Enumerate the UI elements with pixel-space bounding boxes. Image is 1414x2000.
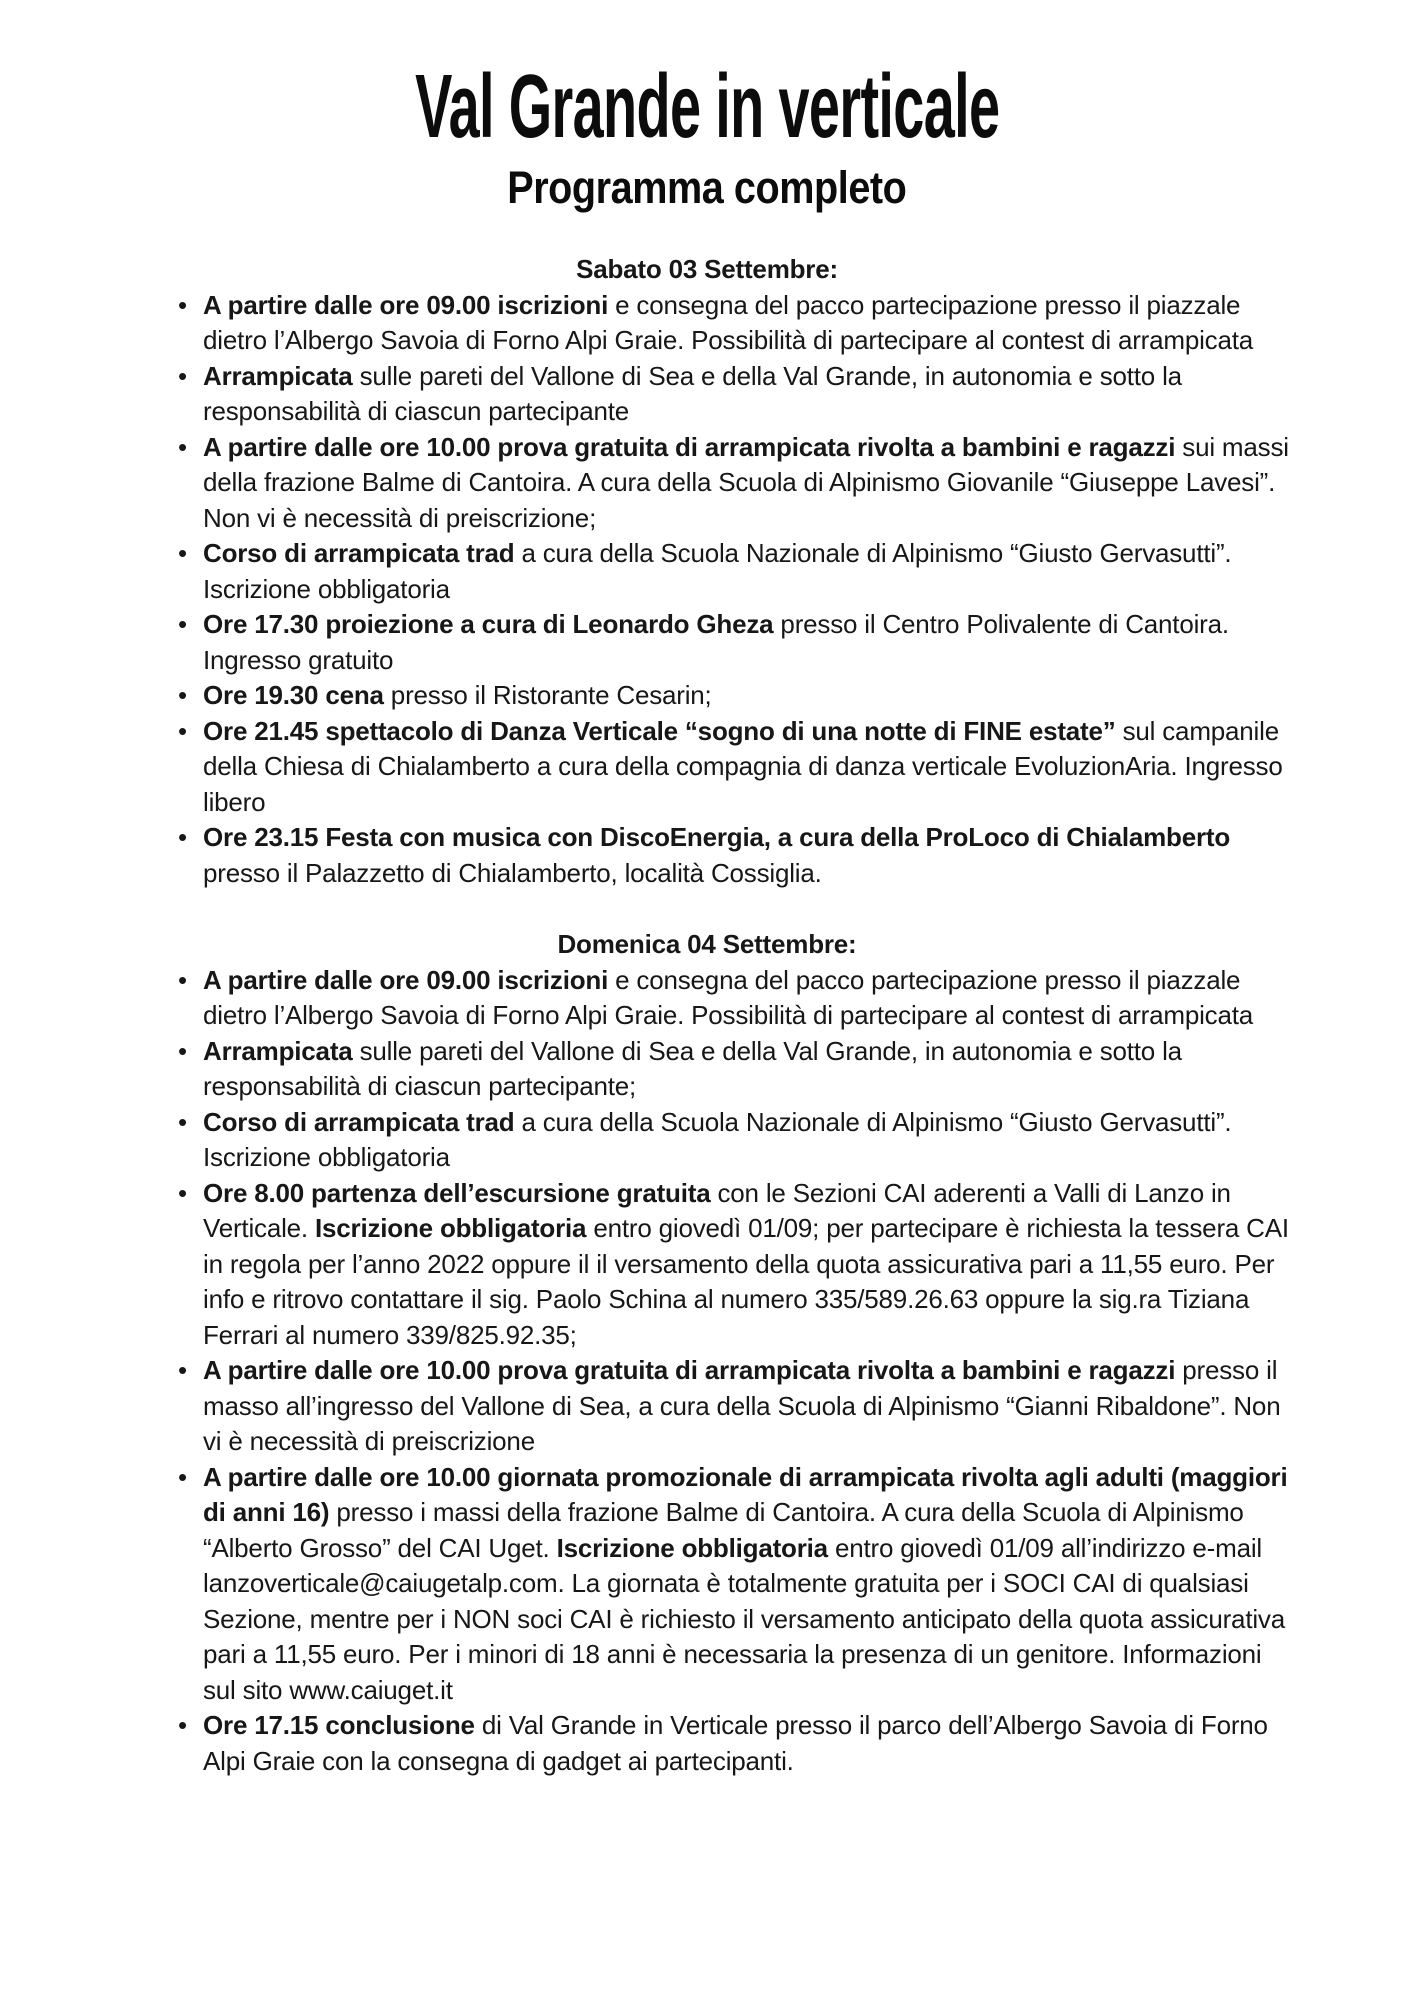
program-item xyxy=(203,1708,1290,1779)
item-body-text: entro giovedì 01/09 all’indirizzo e-mail lanzoverticale@caiugetalp.com. La giornata è totalmente gratuita per i SOCI CAI di qualsiasi Sezione, mentre per i NON soci CAI è richiesto il versamento anticipato della quota assicurativa pari a 11,55 euro. Per i minori di 18 anni è necessaria la presenza di un genitore. Informazioni sul sito www.caiuget.it xyxy=(203,1532,1285,1705)
item-body-text: entro giovedì 01/09; per partecipare è richiesta la tessera CAI in regola per l’anno 2022 oppure il il versamento della quota assicurativa pari a 11,55 euro. Per info e ritrovo contattare il sig. Paolo Schina al numero 335/589.26.63 oppure la sig.ra Tiziana Ferrari al numero 339/825.92.35; xyxy=(203,1213,1289,1350)
program-item xyxy=(203,678,1290,714)
program-item xyxy=(203,820,1290,891)
program-item xyxy=(203,430,1290,537)
item-lead-bold-text: Ore 17.15 conclusione xyxy=(203,1710,475,1740)
item-lead-bold-text: A partire dalle ore 10.00 prova gratuita di arrampicata rivolta a bambini e ragazzi xyxy=(203,431,1176,462)
item-lead-bold-text: A partire dalle ore 09.00 iscrizioni xyxy=(203,964,609,995)
item-body-text: sui massi della frazione Balme di Cantoira. A cura della Scuola di Alpinismo Giovanile “Giuseppe Lavesi”. Non vi è necessità di preiscrizione; xyxy=(203,431,1289,533)
program-item xyxy=(203,359,1290,430)
item-lead-bold-text: Ore 19.30 cena xyxy=(203,680,384,710)
item-lead-bold-text: Iscrizione obbligatoria xyxy=(314,1213,587,1243)
item-body-text: presso il Centro Polivalente di Cantoira. Ingresso gratuito xyxy=(203,609,1229,675)
program-item xyxy=(203,714,1290,821)
document-subtitle xyxy=(0,162,1414,213)
item-body-text: a cura della Scuola Nazionale di Alpinismo “Giusto Gervasutti”. Iscrizione obbligatoria xyxy=(203,1106,1232,1172)
item-lead-bold-text: Arrampicata xyxy=(203,1035,353,1066)
program-item xyxy=(203,607,1290,678)
item-lead-bold-text: Ore 21.45 spettacolo di Danza Verticale “sogno di una notte di FINE estate” xyxy=(203,715,1116,746)
program-item xyxy=(203,963,1290,1034)
document-subtitle-text: Programma completo xyxy=(507,162,907,213)
item-lead-bold-text: Corso di arrampicata trad xyxy=(203,538,515,568)
item-body-text: a cura della Scuola Nazionale di Alpinismo “Giusto Gervasutti”. Iscrizione obbligatoria xyxy=(203,538,1232,604)
item-body-text: presso i massi della frazione Balme di Cantoira. A cura della Scuola di Alpinismo “Alberto Grosso” del CAI Uget. xyxy=(203,1497,1244,1563)
item-lead-bold-text: Arrampicata xyxy=(203,360,353,391)
program-list xyxy=(0,288,1414,892)
item-body-text: di Val Grande in Verticale presso il parco dell’Albergo Savoia di Forno Alpi Graie con la consegna di gadget ai partecipanti. xyxy=(203,1710,1268,1776)
item-body-text: presso il Palazzetto di Chialamberto, località Cossiglia. xyxy=(203,857,822,888)
item-lead-bold-text: Corso di arrampicata trad xyxy=(203,1106,515,1137)
item-lead-bold-text: Ore 23.15 Festa con musica con DiscoEnergia, a cura della ProLoco di Chialamberto xyxy=(203,822,1231,852)
item-lead-bold-text: Ore 17.30 proiezione a cura di Leonardo Gheza xyxy=(203,609,774,639)
item-body-text: presso il Ristorante Cesarin; xyxy=(383,680,712,710)
program-item xyxy=(203,1034,1290,1105)
document-header xyxy=(0,57,1414,213)
program-item xyxy=(203,1353,1290,1460)
item-body-text: presso il masso all’ingresso del Vallone di Sea, a cura della Scuola di Alpinismo “Gianni Ribaldone”. Non vi è necessità di preiscrizione xyxy=(203,1355,1281,1456)
section-heading: Sabato 03 Settembre: xyxy=(576,254,838,284)
item-body-text: sulle pareti del Vallone di Sea e della Val Grande, in autonomia e sotto la responsabilità di ciascun partecipante; xyxy=(203,1035,1182,1101)
day-section xyxy=(0,252,1414,891)
program-item xyxy=(203,1460,1290,1709)
program-list xyxy=(0,963,1414,1780)
item-body-text: e consegna del pacco partecipazione presso il piazzale dietro l’Albergo Savoia di Forno Alpi Graie. Possibilità di partecipare al contest di arrampicata xyxy=(203,289,1254,355)
item-lead-bold-text: A partire dalle ore 10.00 giornata promozionale di arrampicata rivolta agli adulti (maggiori di anni 16) xyxy=(203,1461,1288,1527)
item-body-text: sul campanile della Chiesa di Chialamberto a cura della compagnia di danza verticale EvoluzionAria. Ingresso libero xyxy=(203,715,1283,817)
document-title xyxy=(0,57,1414,157)
item-body-text: sulle pareti del Vallone di Sea e della Val Grande, in autonomia e sotto la responsabilità di ciascun partecipante xyxy=(203,360,1182,426)
program-item xyxy=(203,288,1290,359)
document-title-text: Val Grande in verticale xyxy=(414,57,1000,157)
item-body-text: e consegna del pacco partecipazione presso il piazzale dietro l’Albergo Savoia di Forno Alpi Graie. Possibilità di partecipare al contest di arrampicata xyxy=(203,964,1254,1030)
item-body-text: con le Sezioni CAI aderenti a Valli di Lanzo in Verticale. xyxy=(203,1177,1231,1243)
item-lead-bold-text: A partire dalle ore 10.00 prova gratuita di arrampicata rivolta a bambini e ragazzi xyxy=(203,1355,1176,1385)
program-item xyxy=(203,1105,1290,1176)
item-lead-bold-text: A partire dalle ore 09.00 iscrizioni xyxy=(203,289,609,320)
program-item xyxy=(203,1176,1290,1354)
day-section xyxy=(0,927,1414,1779)
program-sections xyxy=(0,252,1414,1779)
item-lead-bold-text: Ore 8.00 partenza dell’escursione gratuita xyxy=(203,1177,711,1208)
item-lead-bold-text: Iscrizione obbligatoria xyxy=(556,1532,828,1563)
section-heading: Domenica 04 Settembre: xyxy=(557,929,857,959)
program-item xyxy=(203,536,1290,607)
